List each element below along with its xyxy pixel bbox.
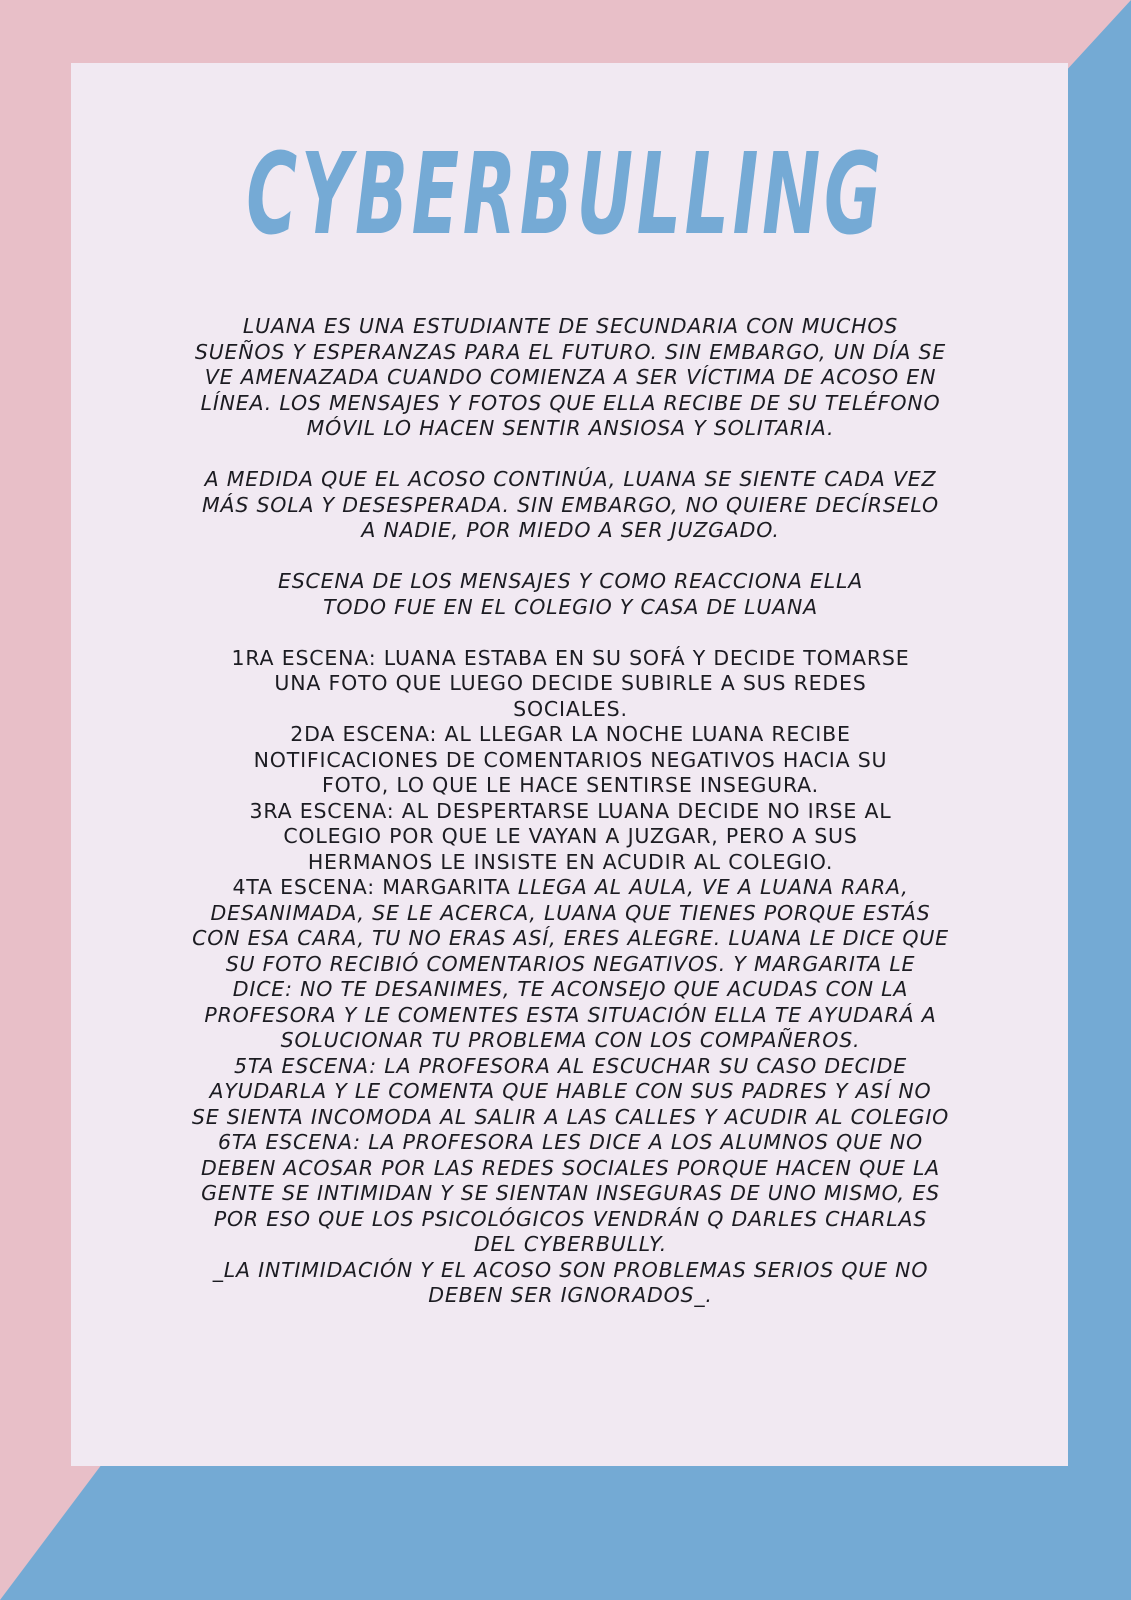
- text-line: 3RA ESCENA: AL DESPERTARSE LUANA DECIDE NO IRSE AL: [249, 798, 892, 823]
- story-text: [183, 314, 958, 1309]
- text-line: DEL CYBERBULLY.: [473, 1232, 668, 1256]
- text-line: CON ESA CARA, TU NO ERAS ASÍ, ERES ALEGRE. LUANA LE DICE QUE: [192, 926, 949, 950]
- scenes-list: [183, 646, 958, 901]
- text-line: MÓVIL LO HACEN SENTIR ANSIOSA Y SOLITARIA.: [306, 416, 835, 440]
- text-line: 1RA ESCENA: LUANA ESTABA EN SU SOFÁ Y DECIDE TOMARSE: [231, 645, 910, 670]
- text-line: SOCIALES.: [513, 696, 628, 721]
- text-line: DEBEN SER IGNORADOS_.: [428, 1283, 713, 1307]
- text-line: TODO FUE EN EL COLEGIO Y CASA DE LUANA: [323, 594, 818, 619]
- text-line: A MEDIDA QUE EL ACOSO CONTINÚA, LUANA SE SIENTE CADA VEZ: [204, 467, 937, 491]
- text-line: A NADIE, POR MIEDO A SER JUZGADO.: [361, 518, 780, 542]
- text-line: DESANIMADA, SE LE ACERCA, LUANA QUE TIENES PORQUE ESTÁS: [210, 900, 931, 925]
- text-line: SE SIENTA INCOMODA AL SALIR A LAS CALLES Y ACUDIR AL COLEGIO: [191, 1104, 950, 1129]
- page-title: CYBERBULLING: [246, 130, 885, 260]
- text-line: 5TA ESCENA: LA PROFESORA AL ESCUCHAR SU CASO DECIDE: [234, 1053, 907, 1078]
- intro-paragraph: [183, 314, 958, 442]
- text-line: FOTO, LO QUE LE HACE SENTIRSE INSEGURA.: [322, 773, 819, 797]
- text-line: _LA INTIMIDACIÓN Y EL ACOSO SON PROBLEMAS SERIOS QUE NO: [212, 1257, 929, 1282]
- text-line: [183, 875, 958, 901]
- text-line: ESCENA DE LOS MENSAJES Y COMO REACCIONA ELLA: [277, 569, 864, 593]
- text-line: VE AMENAZADA CUANDO COMIENZA A SER VÍCTIMA DE ACOSO EN: [204, 365, 937, 389]
- text-line: LUANA ES UNA ESTUDIANTE DE SECUNDARIA CON MUCHOS: [242, 314, 899, 338]
- text-line: UNA FOTO QUE LUEGO DECIDE SUBIRLE A SUS REDES: [274, 671, 867, 695]
- text-line: POR ESO QUE LOS PSICOLÓGICOS VENDRÁN Q DARLES CHARLAS: [213, 1206, 928, 1231]
- scene4-prefix: 4TA ESCENA: MARGARITA: [232, 875, 511, 899]
- text-line: MÁS SOLA Y DESESPERADA. SIN EMBARGO, NO QUIERE DECÍRSELO: [202, 492, 939, 517]
- text-line: 6TA ESCENA: LA PROFESORA LES DICE A LOS ALUMNOS QUE NO: [218, 1130, 923, 1154]
- paragraph-2: [183, 467, 958, 544]
- text-line: DEBEN ACOSAR POR LAS REDES SOCIALES PORQUE HACEN QUE LA: [201, 1155, 940, 1180]
- scenes-continued: [183, 901, 958, 1309]
- text-line: LÍNEA. LOS MENSAJES Y FOTOS QUE ELLA RECIBE DE SU TELÉFONO: [200, 390, 941, 415]
- text-line: AYUDARLA Y LE COMENTA QUE HABLE CON SUS PADRES Y ASÍ NO: [209, 1079, 932, 1103]
- text-line: SOLUCIONAR TU PROBLEMA CON LOS COMPAÑEROS.: [280, 1028, 861, 1052]
- scene4-rest: LLEGA AL AULA, VE A LUANA RARA,: [510, 875, 909, 899]
- text-line: COLEGIO POR QUE LE VAYAN A JUZGAR, PERO A SUS: [283, 824, 858, 848]
- text-line: HERMANOS LE INSISTE EN ACUDIR AL COLEGIO.: [307, 849, 834, 874]
- text-line: NOTIFICACIONES DE COMENTARIOS NEGATIVOS HACIA SU: [253, 747, 888, 772]
- text-line: GENTE SE INTIMIDAN Y SE SIENTAN INSEGURAS DE UNO MISMO, ES: [201, 1181, 940, 1205]
- paragraph-3: [183, 569, 958, 620]
- text-line: 2DA ESCENA: AL LLEGAR LA NOCHE LUANA RECIBE: [290, 722, 851, 746]
- text-line: DICE: NO TE DESANIMES, TE ACONSEJO QUE ACUDAS CON LA: [232, 977, 909, 1001]
- text-line: SU FOTO RECIBIÓ COMENTARIOS NEGATIVOS. Y MARGARITA LE: [225, 951, 916, 976]
- text-line: PROFESORA Y LE COMENTES ESTA SITUACIÓN ELLA TE AYUDARÁ A: [204, 1002, 937, 1027]
- text-line: SUEÑOS Y ESPERANZAS PARA EL FUTURO. SIN EMBARGO, UN DÍA SE: [194, 339, 947, 364]
